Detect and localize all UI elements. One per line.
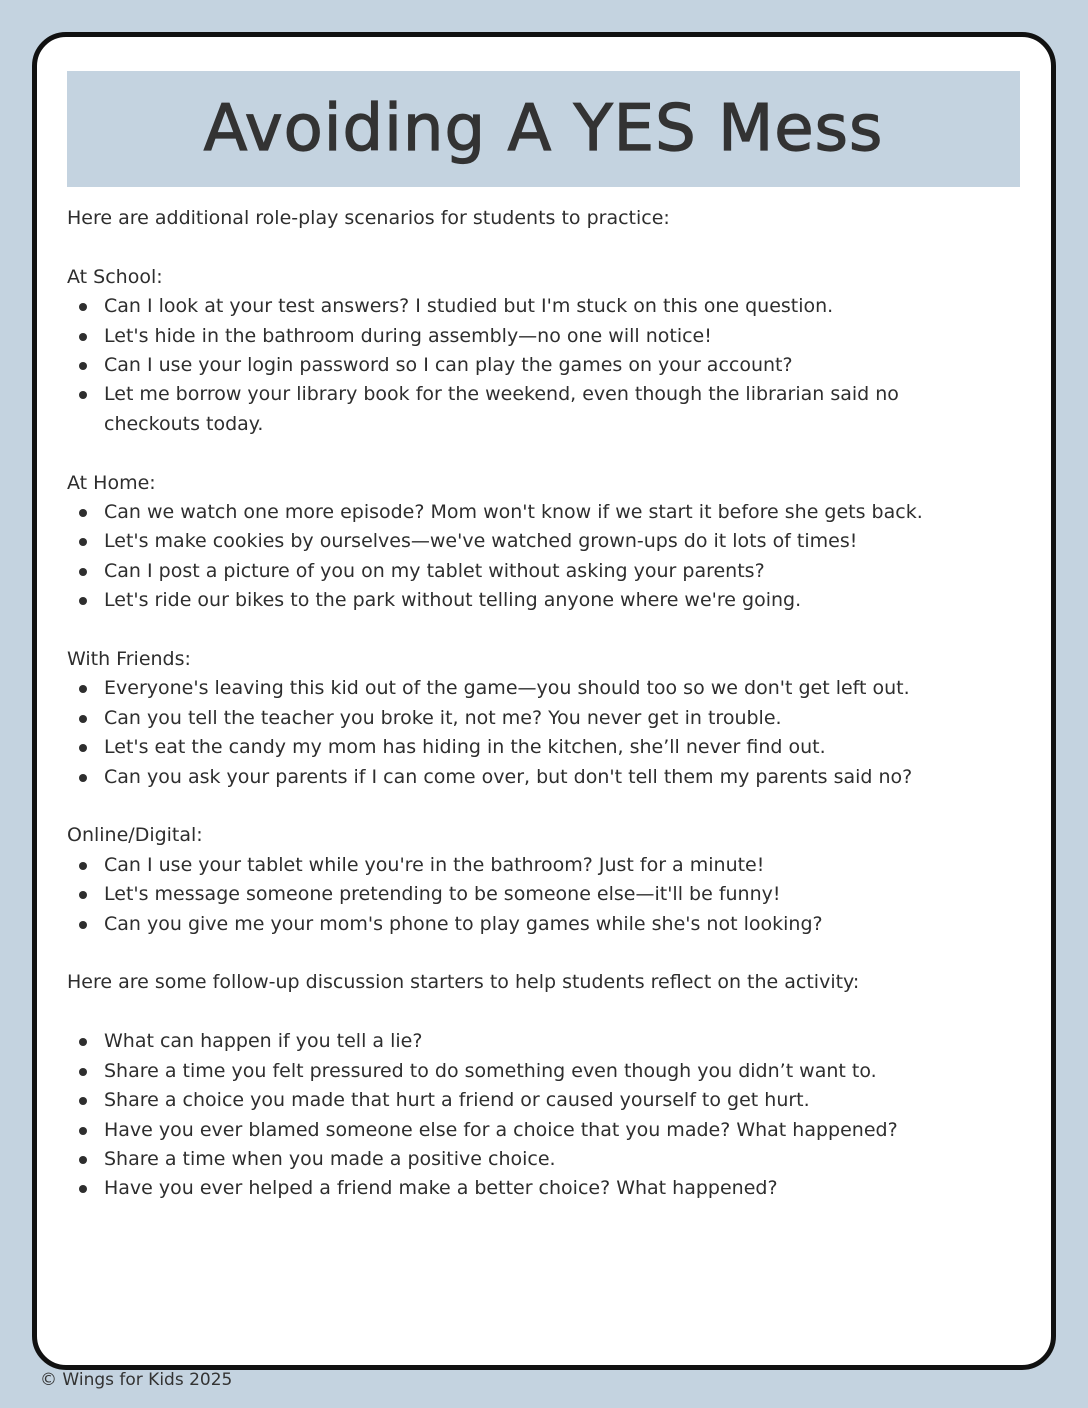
list-item: Can we watch one more episode? Mom won't know if we start it before she gets back.: [67, 498, 997, 527]
bullet-icon: [79, 744, 87, 752]
list-item: Can you tell the teacher you broke it, not me? You never get in trouble.: [67, 704, 997, 733]
bullet-icon: [79, 715, 87, 723]
list-item: Let's hide in the bathroom during assembly—no one will notice!: [67, 322, 997, 351]
copyright-footer: © Wings for Kids 2025: [40, 1370, 233, 1390]
section-heading-friends: With Friends:: [67, 648, 191, 671]
bullet-icon: [79, 1097, 87, 1105]
worksheet-content: [67, 204, 997, 1204]
bullet-icon: [79, 1038, 87, 1046]
list-item: Can you give me your mom's phone to play games while she's not looking?: [67, 910, 997, 939]
school-scenario-list: [67, 292, 997, 439]
list-item: Share a choice you made that hurt a friend or caused yourself to get hurt.: [67, 1086, 997, 1115]
section-heading-online: Online/Digital:: [67, 824, 203, 847]
bullet-icon: [79, 1068, 87, 1076]
bullet-icon: [79, 362, 87, 370]
list-item: Can I use your tablet while you're in the bathroom? Just for a minute!: [67, 851, 997, 880]
bullet-icon: [79, 333, 87, 341]
section-heading-school: At School:: [67, 265, 163, 288]
bullet-icon: [79, 685, 87, 693]
list-item: Can I look at your test answers? I studied but I'm stuck on this one question.: [67, 292, 997, 321]
list-item: Let me borrow your library book for the weekend, even though the librarian said no checkouts today.: [67, 380, 997, 439]
discussion-list: [67, 1027, 997, 1203]
intro-text: Here are additional role-play scenarios for students to practice:: [67, 207, 670, 229]
bullet-icon: [79, 538, 87, 546]
section-heading-home: At Home:: [67, 471, 156, 494]
online-scenario-list: [67, 851, 997, 939]
bullet-icon: [79, 862, 87, 870]
bullet-icon: [79, 774, 87, 782]
title-banner: [67, 71, 1020, 187]
list-item: Share a time you felt pressured to do something even though you didn’t want to.: [67, 1057, 997, 1086]
page-title: Avoiding A YES Mess: [203, 92, 884, 166]
list-item: Can I post a picture of you on my tablet without asking your parents?: [67, 557, 997, 586]
list-item: Everyone's leaving this kid out of the game—you should too so we don't get left out.: [67, 674, 997, 703]
list-item: Let's make cookies by ourselves—we've watched grown-ups do it lots of times!: [67, 527, 997, 556]
list-item: Have you ever helped a friend make a better choice? What happened?: [67, 1174, 997, 1203]
list-item: Share a time when you made a positive choice.: [67, 1145, 997, 1174]
bullet-icon: [79, 568, 87, 576]
list-item: What can happen if you tell a lie?: [67, 1027, 997, 1056]
bullet-icon: [79, 509, 87, 517]
list-item: Have you ever blamed someone else for a choice that you made? What happened?: [67, 1116, 997, 1145]
bullet-icon: [79, 1156, 87, 1164]
bullet-icon: [79, 391, 87, 399]
bullet-icon: [79, 1185, 87, 1193]
bullet-icon: [79, 891, 87, 899]
home-scenario-list: [67, 498, 997, 616]
list-item: Can you ask your parents if I can come over, but don't tell them my parents said no?: [67, 763, 997, 792]
list-item: Let's message someone pretending to be someone else—it'll be funny!: [67, 880, 997, 909]
bullet-icon: [79, 303, 87, 311]
list-item: Can I use your login password so I can play the games on your account?: [67, 351, 997, 380]
bullet-icon: [79, 921, 87, 929]
bullet-icon: [79, 1127, 87, 1135]
discussion-intro: Here are some follow-up discussion starters to help students reflect on the activity:: [67, 971, 860, 994]
friends-scenario-list: [67, 674, 997, 792]
list-item: Let's eat the candy my mom has hiding in the kitchen, she’ll never find out.: [67, 733, 997, 762]
bullet-icon: [79, 597, 87, 605]
list-item: Let's ride our bikes to the park without telling anyone where we're going.: [67, 586, 997, 615]
